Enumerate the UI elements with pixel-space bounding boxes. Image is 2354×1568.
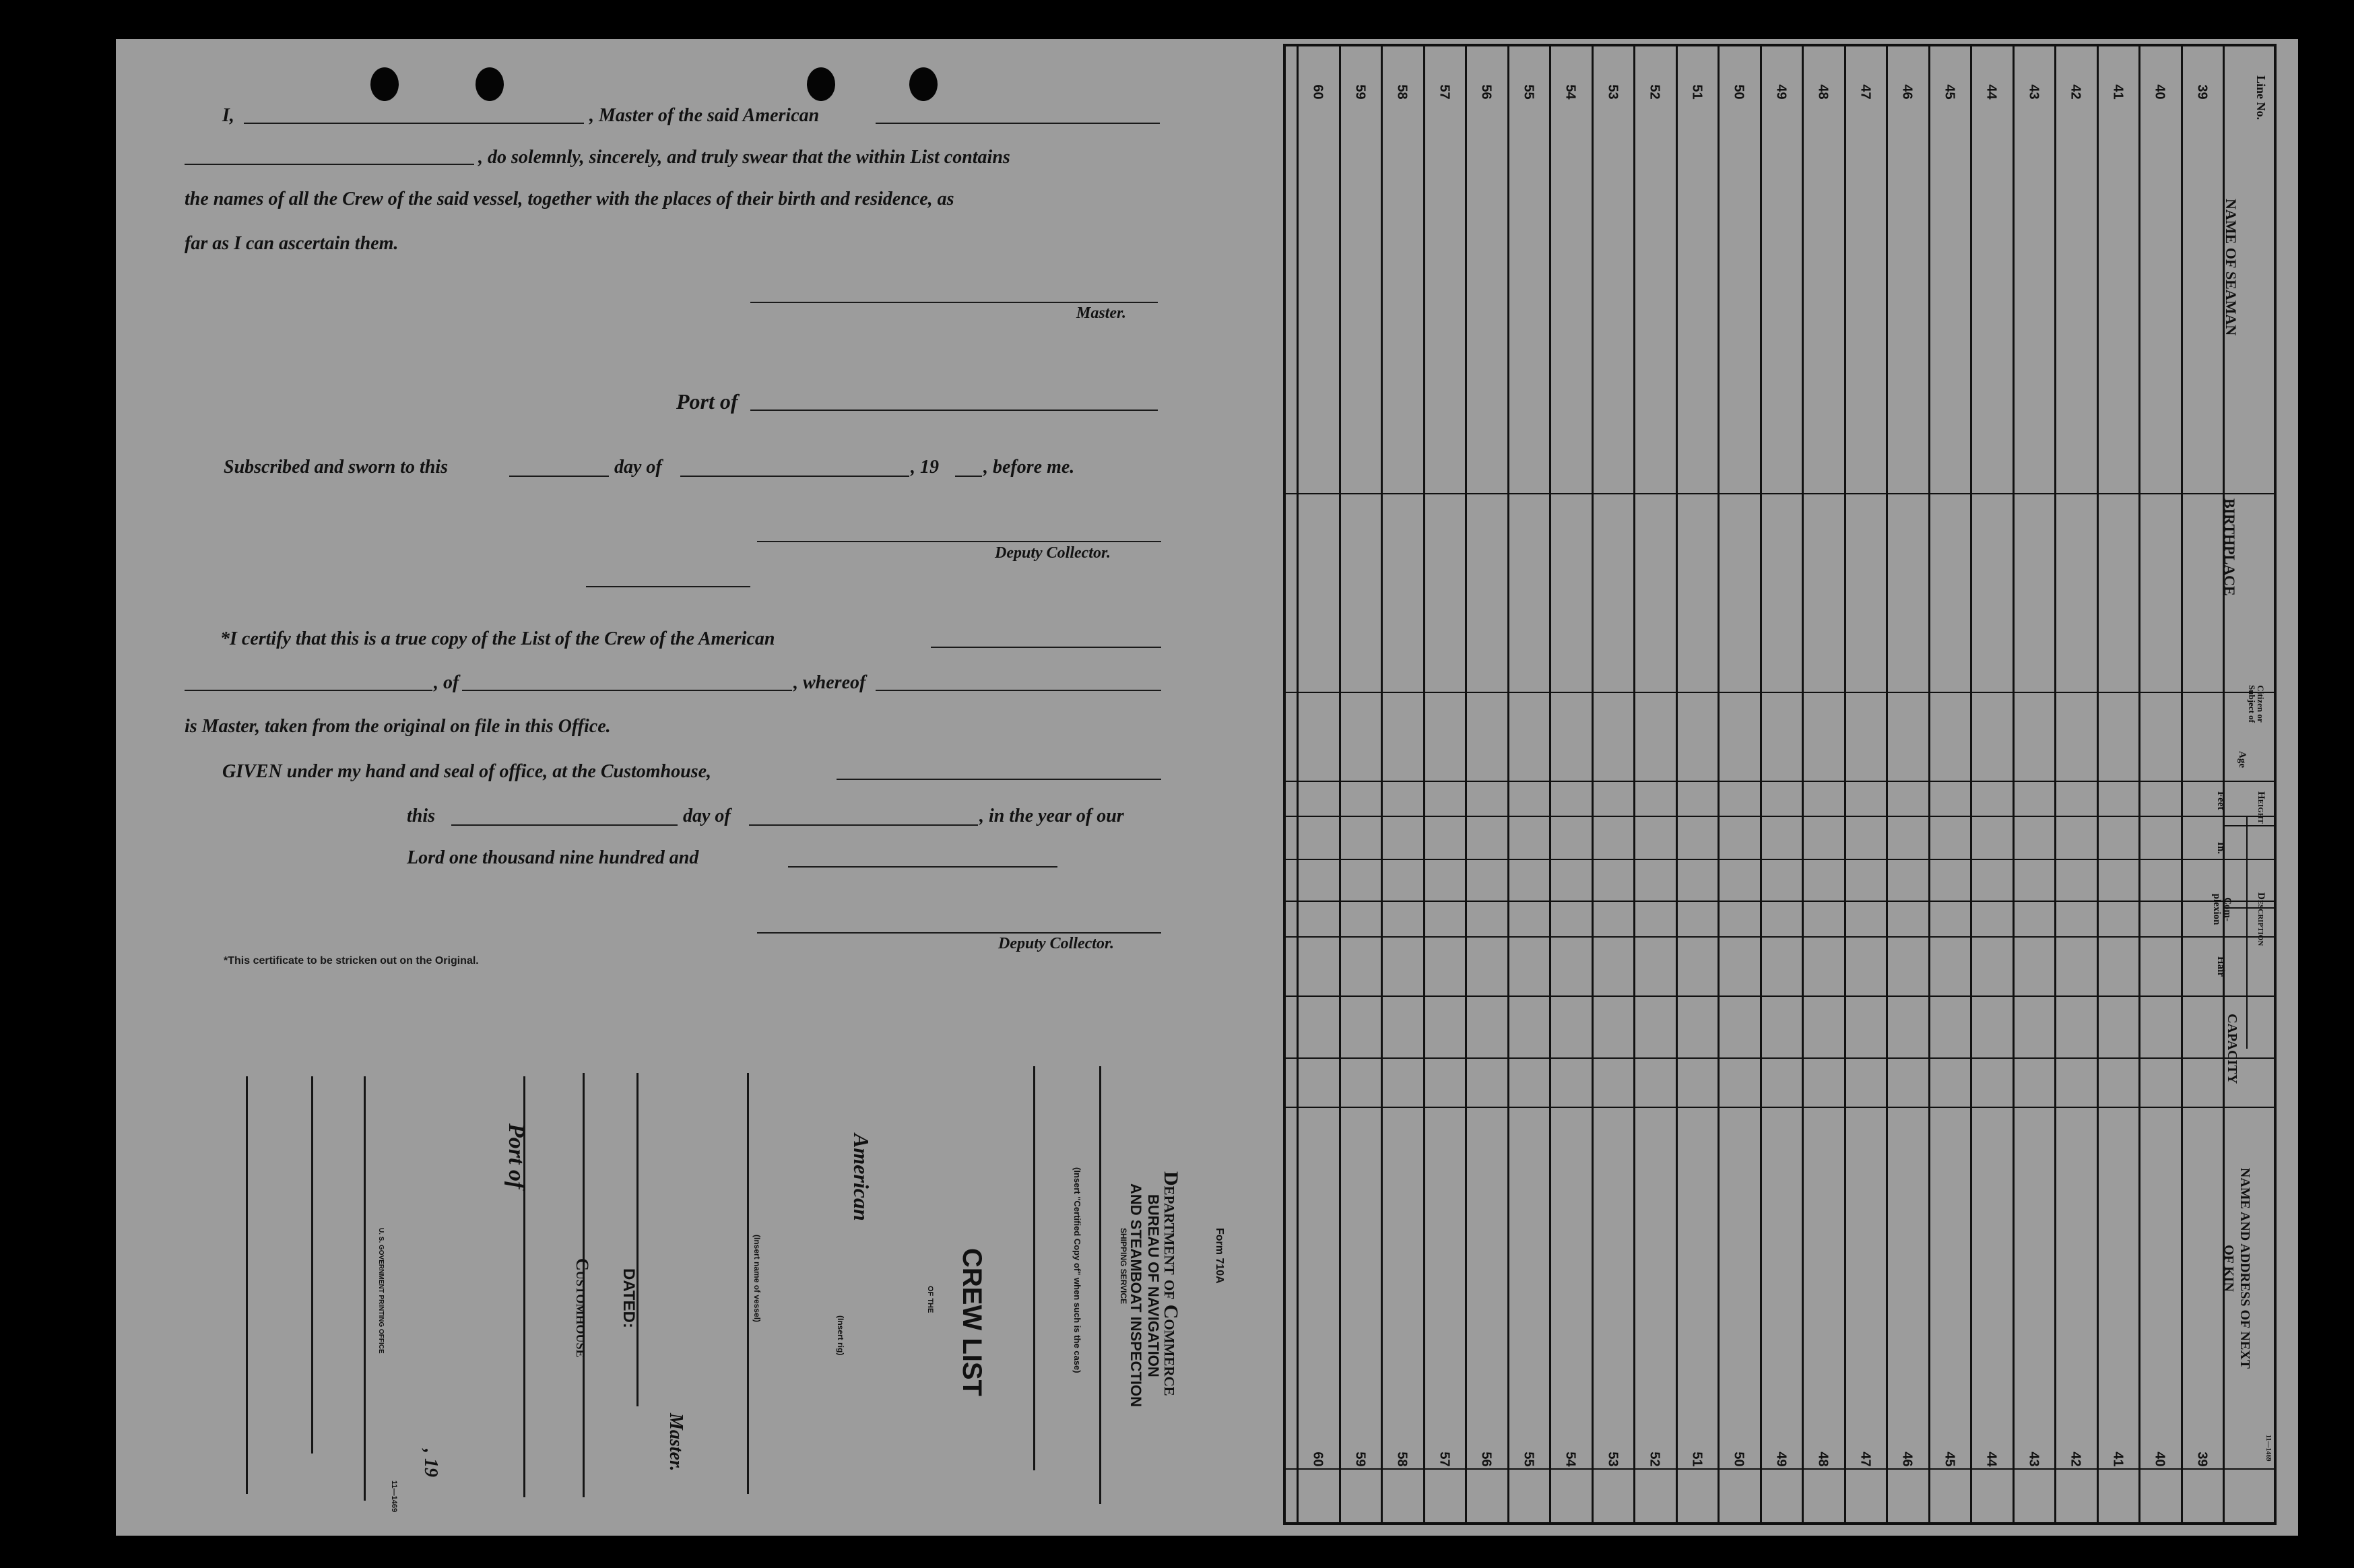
line-number: 47 xyxy=(1858,84,1873,100)
header-inches: In. xyxy=(2215,842,2226,854)
table-column-rule xyxy=(1592,44,1594,1525)
line-number: 58 xyxy=(1394,84,1410,100)
table-row-rule xyxy=(1283,995,2277,997)
day-of-label: day of xyxy=(614,457,662,478)
deputy-collector-label-1: Deputy Collector. xyxy=(995,544,1111,562)
table-row-rule xyxy=(1283,1107,2277,1108)
table-column-rule xyxy=(2181,44,2183,1525)
table-column-rule xyxy=(1844,44,1846,1525)
line-number: 46 xyxy=(1899,84,1915,100)
table-row-rule xyxy=(1283,692,2277,693)
subscribed-year-blank[interactable] xyxy=(955,476,982,477)
deputy-signature-line-1[interactable] xyxy=(757,541,1161,542)
line-number: 48 xyxy=(1815,84,1831,100)
line-number: 49 xyxy=(1773,84,1789,100)
table-column-rule xyxy=(1928,44,1930,1525)
line-number: 59 xyxy=(1352,84,1368,100)
line-number: 52 xyxy=(1647,1451,1662,1467)
table-column-rule xyxy=(1465,44,1467,1525)
header-next-of-kin: NAME AND ADDRESS OF NEXT OF KIN xyxy=(2221,1167,2252,1369)
table-row-rule xyxy=(1283,1057,2277,1059)
table-left-border xyxy=(1283,44,1286,1525)
certify-whereof-label: , whereof xyxy=(793,672,866,693)
line-number: 40 xyxy=(2152,84,2167,100)
cover-code: 11—1469 xyxy=(390,1480,398,1513)
section-divider xyxy=(586,586,750,587)
year-of-our-label: , in the year of our xyxy=(979,806,1124,826)
given-text: GIVEN under my hand and seal of office, at the Customhouse, xyxy=(222,761,712,782)
bureau-line-1: BUREAU OF NAVIGATION xyxy=(1145,1194,1162,1377)
vessel-name-blank[interactable] xyxy=(876,123,1160,124)
line-number: 40 xyxy=(2152,1451,2167,1467)
given-year-blank[interactable] xyxy=(788,866,1057,868)
line-number: 57 xyxy=(1437,84,1452,100)
oath-swear-text: , do solemnly, sincerely, and truly swear that the within List contains xyxy=(478,147,1010,168)
header-hair: Hair xyxy=(2215,956,2226,977)
vessel-rig-blank[interactable] xyxy=(185,164,474,165)
cover-rule xyxy=(246,1076,248,1494)
table-column-rule xyxy=(1802,44,1804,1525)
certify-home-port-blank[interactable] xyxy=(462,690,792,691)
cover-port-of-label: Port of xyxy=(504,1123,529,1189)
insert-certified-note: (Insert "Certified Copy of" when such is the case) xyxy=(1072,1167,1082,1373)
line-number: 59 xyxy=(1352,1451,1368,1467)
cover-master-label: Master. xyxy=(665,1413,686,1472)
table-row-rule xyxy=(1283,901,2277,902)
table-column-rule xyxy=(1970,44,1972,1525)
cover-rule xyxy=(364,1076,366,1501)
printing-office: U. S. GOVERNMENT PRINTING OFFICE xyxy=(377,1228,385,1354)
of-the-label: OF THE xyxy=(926,1286,934,1313)
line-number: 56 xyxy=(1478,84,1494,100)
table-column-rule xyxy=(1423,44,1425,1525)
line-number: 53 xyxy=(1605,1451,1621,1467)
line-number: 41 xyxy=(2110,84,2126,100)
cover-rule xyxy=(747,1073,749,1494)
certify-rig-blank[interactable] xyxy=(185,690,432,691)
line-number: 50 xyxy=(1731,1451,1746,1467)
port-blank[interactable] xyxy=(750,410,1158,411)
header-capacity: CAPACITY xyxy=(2225,1014,2239,1084)
table-column-rule xyxy=(1549,44,1551,1525)
table-row-rule xyxy=(1283,493,2277,494)
line-number: 39 xyxy=(2194,1451,2210,1467)
subscribed-label: Subscribed and sworn to this xyxy=(224,457,448,478)
line-number: 53 xyxy=(1605,84,1621,100)
shipping-service: SHIPPING SERVICE xyxy=(1119,1228,1128,1305)
table-bottom-border xyxy=(1283,1522,2277,1525)
table-code: 11—1469 xyxy=(2264,1435,2272,1462)
table-column-rule xyxy=(1297,44,1299,1525)
table-top-border xyxy=(1283,44,2277,46)
deputy-signature-line-2[interactable] xyxy=(757,932,1161,934)
line-number: 47 xyxy=(1858,1451,1873,1467)
line-number: 43 xyxy=(2026,1451,2041,1467)
certify-is-master-text: is Master, taken from the original on file in this Office. xyxy=(185,716,611,737)
header-height: Height xyxy=(2256,791,2266,824)
line-number: 46 xyxy=(1899,1451,1915,1467)
table-column-rule xyxy=(1507,44,1509,1525)
cover-year-label: , 19 xyxy=(420,1449,441,1477)
given-day-blank[interactable] xyxy=(451,824,678,826)
cover-rule xyxy=(1033,1066,1035,1470)
line-number: 44 xyxy=(1984,1451,1999,1467)
line-number: 39 xyxy=(2194,84,2210,100)
line-number: 45 xyxy=(1942,1451,1957,1467)
lord-text: Lord one thousand nine hundred and xyxy=(407,847,699,868)
line-number: 60 xyxy=(1310,1451,1326,1467)
master-signature-line[interactable] xyxy=(750,302,1158,303)
oath-ascertain-text: far as I can ascertain them. xyxy=(185,233,399,254)
crew-list-title: CREW LIST xyxy=(957,1248,987,1396)
line-number: 44 xyxy=(1984,84,1999,100)
insert-name-note: (Insert name of vessel) xyxy=(752,1235,762,1323)
cover-rule xyxy=(636,1073,639,1406)
line-number: 60 xyxy=(1310,84,1326,100)
oath-names-text: the names of all the Crew of the said vessel, together with the places of their birth and residence, as xyxy=(185,189,954,209)
line-number: 42 xyxy=(2068,1451,2083,1467)
cover-rule xyxy=(311,1076,313,1453)
line-number: 45 xyxy=(1942,84,1957,100)
line-number: 54 xyxy=(1563,1451,1578,1467)
oath-i-label: I, xyxy=(222,105,234,126)
certificate-footnote: *This certificate to be stricken out on the Original. xyxy=(224,955,479,967)
header-complexion: Com- plexion xyxy=(2211,893,2233,925)
line-number: 48 xyxy=(1815,1451,1831,1467)
punch-hole xyxy=(807,67,835,101)
dated-label: DATED: xyxy=(620,1268,638,1328)
line-number: 51 xyxy=(1689,84,1705,100)
header-citizen: Citizen or Subject of xyxy=(2247,685,2266,723)
insert-rig-note: (Insert rig) xyxy=(836,1315,845,1356)
table-column-rule xyxy=(1633,44,1635,1525)
line-number: 42 xyxy=(2068,84,2083,100)
punch-hole xyxy=(909,67,938,101)
american-label: American xyxy=(849,1134,874,1221)
crew-table xyxy=(1283,44,2277,1529)
deputy-collector-label-2: Deputy Collector. xyxy=(998,935,1114,952)
form-number: Form 710A xyxy=(1214,1228,1225,1284)
table-row-rule xyxy=(1283,781,2277,782)
header-vertical-divider xyxy=(2246,816,2248,1049)
table-row-rule xyxy=(1283,816,2277,817)
header-birthplace: BIRTHPLACE xyxy=(2221,498,2238,596)
certify-of-label: , of xyxy=(434,672,459,693)
table-column-rule xyxy=(2097,44,2099,1525)
master-name-blank[interactable] xyxy=(244,123,584,124)
port-of-label: Port of xyxy=(676,389,738,414)
certify-vessel-blank[interactable] xyxy=(931,647,1161,648)
cover-label xyxy=(227,1059,1244,1531)
header-feet: Feet xyxy=(2215,791,2226,810)
year-19-label: , 19 xyxy=(911,457,939,478)
before-me-label: , before me. xyxy=(983,457,1075,478)
certify-text: *I certify that this is a true copy of the List of the Crew of the American xyxy=(220,628,775,649)
line-number: 55 xyxy=(1521,1451,1536,1467)
table-right-border xyxy=(2274,44,2277,1525)
customhouse-label: Customhouse xyxy=(573,1258,592,1358)
cover-rule xyxy=(1099,1066,1101,1504)
punch-hole xyxy=(476,67,504,101)
table-column-rule xyxy=(1760,44,1762,1525)
table-column-rule xyxy=(2138,44,2140,1525)
table-column-rule xyxy=(1676,44,1678,1525)
line-number: 41 xyxy=(2110,1451,2126,1467)
line-number: 49 xyxy=(1773,1451,1789,1467)
certify-master-blank[interactable] xyxy=(876,690,1161,691)
line-number: 54 xyxy=(1563,84,1578,100)
given-month-blank[interactable] xyxy=(749,824,978,826)
table-column-rule xyxy=(1718,44,1720,1525)
subscribed-day-blank[interactable] xyxy=(509,476,609,477)
line-number: 56 xyxy=(1478,1451,1494,1467)
line-number: 52 xyxy=(1647,84,1662,100)
table-column-rule xyxy=(1339,44,1341,1525)
line-number: 58 xyxy=(1394,1451,1410,1467)
given-day-of-label: day of xyxy=(683,806,731,826)
table-row-rule xyxy=(1283,859,2277,860)
bureau-line-2: AND STEAMBOAT INSPECTION xyxy=(1127,1183,1144,1408)
header-description: Description xyxy=(2256,892,2266,946)
header-line-no: Line No. xyxy=(2254,75,2268,120)
this-label: this xyxy=(407,806,436,826)
table-column-rule xyxy=(2054,44,2056,1525)
header-subdivider xyxy=(2223,825,2277,826)
table-row-rule xyxy=(1283,936,2277,938)
line-number: 43 xyxy=(2026,84,2041,100)
line-number: 55 xyxy=(1521,84,1536,100)
department-title: Department of Commerce xyxy=(1160,1171,1182,1396)
header-name-of-seaman: NAME OF SEAMAN xyxy=(2223,199,2239,336)
line-number: 51 xyxy=(1689,1451,1705,1467)
customhouse-blank[interactable] xyxy=(837,779,1161,780)
header-age: Age xyxy=(2237,751,2248,768)
subscribed-month-blank[interactable] xyxy=(680,476,909,477)
punch-hole xyxy=(370,67,399,101)
line-number: 57 xyxy=(1437,1451,1452,1467)
oath-master-american: , Master of the said American xyxy=(589,105,820,126)
line-number: 50 xyxy=(1731,84,1746,100)
table-column-rule xyxy=(1886,44,1888,1525)
table-column-rule xyxy=(2013,44,2015,1525)
table-column-rule xyxy=(1381,44,1383,1525)
crew-list-form xyxy=(116,39,2298,1536)
master-label: Master. xyxy=(1076,304,1127,322)
